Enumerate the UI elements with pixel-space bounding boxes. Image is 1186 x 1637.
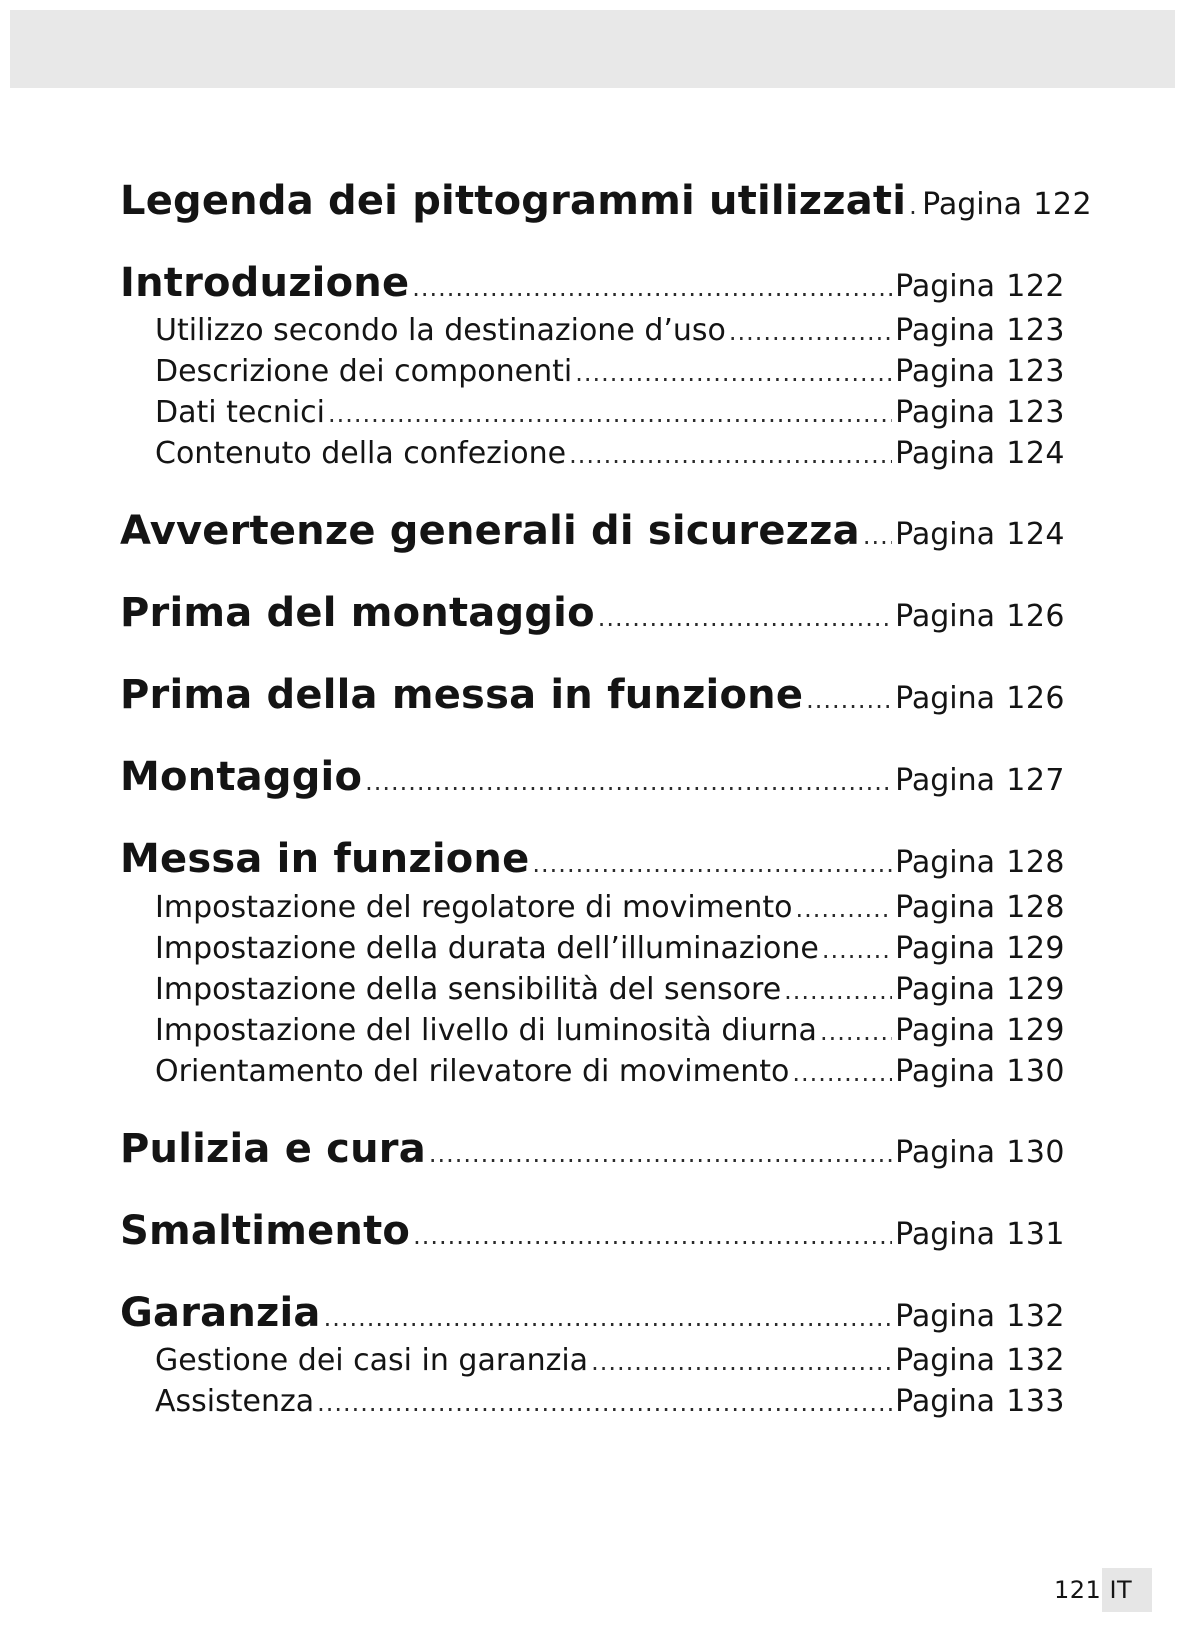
page-number: 132 [1006,1299,1065,1334]
page-number: 130 [1006,1135,1065,1170]
page-number: 133 [1006,1384,1065,1419]
toc-entry[interactable] [120,178,1093,224]
page-label: Pagina [895,972,995,1007]
dot-leader [598,604,892,632]
dot-leader [796,895,893,923]
page-label: Pagina [895,269,995,304]
page-number: 123 [1006,313,1065,348]
page-number: 122 [1033,187,1093,222]
page-label: Pagina [895,681,995,716]
dot-leader [328,400,892,428]
page-label: Pagina [895,436,995,471]
page-number: 129 [1006,972,1065,1007]
page-label: Pagina [895,313,995,348]
footer-page-number: 121 [1054,1576,1102,1604]
page-number: 131 [1006,1217,1065,1252]
page-label: Pagina [895,354,995,389]
page-number: 128 [1006,845,1065,880]
toc-subentry-title: Assistenza [155,1384,315,1419]
page-number: 126 [1006,681,1065,716]
page-label: Pagina [895,1384,995,1419]
toc-entry[interactable] [120,590,1065,636]
toc-entry[interactable] [120,260,1065,306]
toc-entry-title: Avvertenze generali di sicurezza [120,508,860,554]
toc-entry-title: Legenda dei pittogrammi utilizzati [120,178,907,224]
dot-leader [822,936,892,964]
page-label: Pagina [895,517,995,552]
page-label: Pagina [895,1054,995,1089]
toc-subentry-title: Impostazione della durata dell’illuminazione [155,931,819,966]
dot-leader [820,1018,892,1046]
toc-entry-title: Prima della messa in funzione [120,672,804,718]
toc-subentry-title: Orientamento del rilevatore di movimento [155,1054,790,1089]
toc-entry-title: Pulizia e cura [120,1126,426,1172]
page-number: 124 [1006,517,1065,552]
toc-entry[interactable] [120,754,1065,800]
toc-subentry[interactable] [155,395,1065,430]
toc-entry-title: Prima del montaggio [120,590,595,636]
page-number: 122 [1006,269,1065,304]
toc-subentry[interactable] [155,313,1065,348]
page-number: 130 [1006,1054,1065,1089]
page-number: 126 [1006,599,1065,634]
page-label: Pagina [895,1299,995,1334]
page-number: 127 [1006,763,1065,798]
toc-entry[interactable] [120,836,1065,882]
dot-leader [863,522,892,550]
page-number: 128 [1006,890,1065,925]
toc-subentry-title: Impostazione del livello di luminosità diurna [155,1013,817,1048]
dot-leader [429,1140,892,1168]
page-number: 129 [1006,931,1065,966]
toc-subentry[interactable] [155,1343,1065,1378]
toc-subentry[interactable] [155,436,1065,471]
toc-entry[interactable] [120,1290,1065,1336]
page-label: Pagina [895,845,995,880]
dot-leader [575,359,892,387]
page-label: Pagina [895,1217,995,1252]
toc-subentry-title: Dati tecnici [155,395,326,430]
dot-leader [413,1222,892,1250]
page-label: Pagina [895,1135,995,1170]
page-number: 124 [1006,436,1065,471]
page-number: 132 [1006,1343,1065,1378]
toc-subentry[interactable] [155,1054,1065,1089]
dot-leader [532,850,892,878]
toc-entry-title: Messa in funzione [120,836,530,882]
page-label: Pagina [895,763,995,798]
page-label: Pagina [895,931,995,966]
toc-entry[interactable] [120,672,1065,718]
page-label: Pagina [895,890,995,925]
page-label: Pagina [895,395,995,430]
toc-subentry[interactable] [155,354,1065,389]
page-footer [1048,1568,1152,1612]
page-label: Pagina [895,599,995,634]
toc-subentry[interactable] [155,1384,1065,1419]
toc-subentry[interactable] [155,890,1065,925]
toc-subentry-title: Utilizzo secondo la destinazione d’uso [155,313,726,348]
toc-entry[interactable] [120,508,1065,554]
toc-subentry-title: Impostazione del regolatore di movimento [155,890,793,925]
toc-subentry[interactable] [155,972,1065,1007]
toc-subentry-title: Contenuto della confezione [155,436,567,471]
toc-subentry-title: Impostazione della sensibilità del sensore [155,972,782,1007]
page-label: Pagina [922,187,1023,222]
toc-subentry[interactable] [155,931,1065,966]
toc-entry-title: Smaltimento [120,1208,411,1254]
page-label: Pagina [895,1013,995,1048]
dot-leader [324,1304,892,1332]
toc-entry-title: Garanzia [120,1290,321,1336]
page-label: Pagina [895,1343,995,1378]
toc-entry[interactable] [120,1126,1065,1172]
dot-leader [792,1059,892,1087]
toc-subentry-title: Gestione dei casi in garanzia [155,1343,589,1378]
page-number: 123 [1006,354,1065,389]
toc-subentry[interactable] [155,1013,1065,1048]
dot-leader [317,1389,892,1417]
footer-language: IT [1109,1576,1133,1604]
dot-leader [806,686,892,714]
page-number: 123 [1006,395,1065,430]
dot-leader [909,192,919,220]
dot-leader [365,768,892,796]
dot-leader [729,318,892,346]
dot-leader [412,274,892,302]
dot-leader [591,1348,892,1376]
toc-subentry-title: Descrizione dei componenti [155,354,573,389]
dot-leader [784,977,892,1005]
toc-entry[interactable] [120,1208,1065,1254]
page-number: 129 [1006,1013,1065,1048]
dot-leader [569,441,892,469]
toc-entry-title: Introduzione [120,260,410,306]
toc-entry-title: Montaggio [120,754,363,800]
